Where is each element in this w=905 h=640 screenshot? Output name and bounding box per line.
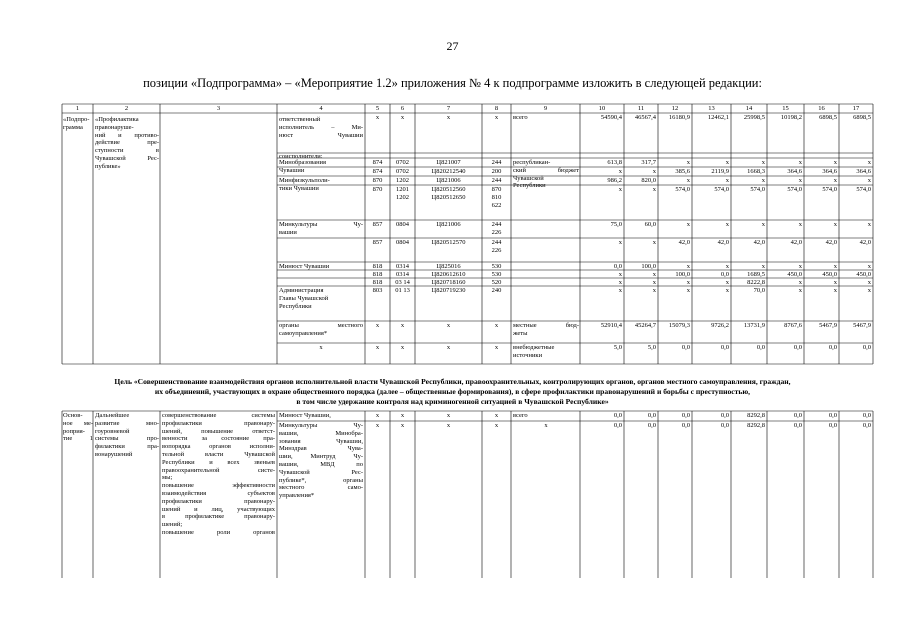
value-cell: 0,0: [828, 422, 837, 429]
code-csr: х: [446, 412, 451, 419]
code-csr: х: [446, 422, 451, 429]
value-cell: х: [618, 186, 622, 193]
code-csr: Ц820612610: [431, 271, 466, 278]
value-cell: х: [798, 159, 802, 166]
code-vr: 200: [491, 168, 502, 175]
goal-heading: [0, 377, 905, 407]
code-rz: 0314: [396, 263, 409, 270]
source-total: всего: [513, 114, 528, 121]
code-gr: 874: [372, 159, 383, 166]
value-cell: х: [833, 221, 837, 228]
header-cell: 6: [400, 105, 405, 112]
code-vr: 244: [491, 159, 502, 166]
value-cell: 820,0: [641, 177, 656, 184]
header-cell: 3: [216, 105, 221, 112]
value-cell: 13731,9: [743, 322, 765, 329]
value-cell: 5467,9: [853, 322, 871, 329]
value-cell: 12462,1: [707, 114, 729, 121]
value-cell: 1689,5: [747, 271, 765, 278]
value-cell: 574,0: [787, 186, 802, 193]
source-republic-budget: ский бюджет: [513, 166, 579, 174]
exec-x: х: [319, 344, 323, 351]
code-gr: х: [375, 344, 380, 351]
value-cell: 6898,5: [853, 114, 871, 121]
subprogram-label: «Подпро-: [63, 116, 90, 123]
code-rz: 0702: [396, 159, 409, 166]
value-cell: х: [652, 279, 656, 286]
code-csr: Ц820512570: [431, 239, 466, 246]
value-cell: 450,0: [822, 271, 837, 278]
header-cell: 17: [852, 105, 860, 112]
value-cell: 574,0: [750, 186, 765, 193]
value-cell: 42,0: [859, 239, 871, 246]
value-cell: 0,0: [613, 422, 622, 429]
code-gr: 803: [372, 287, 383, 294]
value-cell: х: [833, 287, 837, 294]
page-number: 27: [446, 39, 459, 53]
code-gr: х: [375, 412, 380, 419]
code-vr: 240: [491, 287, 502, 294]
value-cell: х: [833, 263, 837, 270]
value-cell: х: [618, 279, 622, 286]
event-description: повышение эффективности: [162, 482, 275, 490]
value-cell: х: [798, 177, 802, 184]
code-rz: х: [400, 344, 405, 351]
value-cell: 450,0: [787, 271, 802, 278]
subprogram-name: правонаруше-: [95, 123, 134, 131]
code-vr: 530: [491, 271, 502, 278]
value-cell: 5,0: [647, 344, 656, 351]
event-coexecutors: вашии, Минобра-: [279, 429, 363, 437]
code-csr: Ц820512650: [431, 193, 466, 201]
exec-minfiz: тики Чувашии: [279, 184, 319, 192]
exec-minyust: Минюст Чувашии: [279, 263, 330, 270]
exec-minkult: вашии: [279, 228, 297, 236]
value-cell: х: [686, 177, 690, 184]
header-cell: 12: [671, 105, 679, 112]
code-rz: 1201: [396, 186, 409, 193]
source-republic-budget: Республики: [513, 182, 546, 190]
value-cell: 52910,4: [600, 322, 622, 329]
code-vr: х: [494, 114, 499, 121]
header-cell: 4: [319, 105, 323, 112]
value-cell: 5,0: [613, 344, 622, 351]
event-description: шений и лиц, участвующих: [162, 505, 275, 513]
value-cell: х: [761, 177, 765, 184]
value-cell: 364,6: [856, 168, 871, 175]
code-csr: Ц821006: [436, 221, 461, 228]
code-rz: х: [400, 422, 405, 429]
value-cell: х: [652, 271, 656, 278]
exec-minobr: Минобразования: [279, 159, 327, 166]
header-cell: 1: [75, 105, 80, 112]
header-cell: 9: [543, 105, 548, 112]
value-cell: х: [867, 221, 871, 228]
code-gr: 870: [372, 186, 383, 193]
goal-line-1: Цель «Совершенствование взаимодействия органов исполнительной власти Чувашской Республики, правоохранительных, контролирующих органов, органов местного самоуправления, граждан,: [114, 377, 791, 386]
value-cell: 574,0: [675, 186, 690, 193]
source-cell: всего: [513, 412, 528, 419]
value-cell: х: [725, 177, 729, 184]
goal-line-3: в том числе удержание контроля над криминогенной ситуацией в Чувашской Республике»: [296, 397, 609, 406]
code-csr: Ц821006: [436, 177, 461, 184]
responsible-executor: нюст Чувашии: [279, 131, 363, 139]
value-cell: х: [833, 279, 837, 286]
code-csr: х: [446, 114, 451, 121]
header-cell: 14: [745, 105, 753, 112]
value-cell: 0,0: [793, 422, 802, 429]
event-description: повышение роли органов: [162, 529, 275, 536]
event-label: ное ме-: [63, 419, 93, 427]
source-republic-budget: республикан-: [513, 159, 551, 166]
value-cell: 42,0: [825, 239, 837, 246]
code-gr: 857: [372, 221, 383, 228]
value-cell: х: [725, 279, 729, 286]
value-cell: 100,0: [675, 271, 690, 278]
value-cell: 2119,9: [711, 168, 729, 175]
header-cell: 10: [598, 105, 606, 112]
value-cell: х: [652, 186, 656, 193]
code-vr: 622: [491, 201, 502, 209]
value-cell: 0,0: [720, 422, 729, 429]
value-cell: 0,0: [720, 412, 729, 419]
responsible-executor: исполнитель – Ми-: [279, 123, 363, 131]
code-rz: х: [400, 114, 405, 121]
exec-organs: органы местного: [279, 322, 363, 329]
code-gr: 874: [372, 168, 383, 175]
responsible-executor: ответственный: [279, 116, 321, 123]
code-csr: Ц821007: [436, 159, 461, 166]
value-cell: 0,0: [647, 422, 656, 429]
exec-organs: самоуправления*: [279, 329, 328, 337]
subprogram-name: действие пре-: [95, 139, 159, 147]
source-extra-budget: источники: [513, 351, 543, 359]
value-cell: 0,0: [681, 422, 690, 429]
value-cell: 46567,4: [634, 114, 656, 121]
event-description: профилактики правонару-: [162, 419, 275, 427]
header-cell: 13: [708, 105, 715, 112]
code-rz: 0804: [396, 239, 409, 246]
value-cell: 8292,8: [747, 422, 765, 429]
exec-minfiz: Минфизкульполи-: [279, 177, 330, 184]
header-cell: 8: [494, 105, 499, 112]
value-cell: 574,0: [822, 186, 837, 193]
code-csr: х: [446, 344, 451, 351]
value-cell: 8292,8: [747, 412, 765, 419]
code-gr: 857: [372, 239, 383, 246]
value-cell: 25998,5: [743, 114, 765, 121]
value-cell: х: [761, 221, 765, 228]
header-cell: 16: [818, 105, 825, 112]
code-gr: 818: [372, 263, 383, 270]
subprogram-name: Чувашской Рес-: [95, 155, 159, 162]
value-cell: 0,0: [613, 263, 622, 270]
header-cell: 7: [446, 105, 451, 112]
value-cell: 8222,8: [747, 279, 765, 286]
value-cell: 0,0: [828, 344, 837, 351]
event-description: вопорядка органов исполни-: [162, 443, 275, 451]
code-csr: Ц820512560: [431, 186, 466, 193]
code-rz: х: [400, 412, 405, 419]
value-cell: х: [833, 159, 837, 166]
value-cell: х: [761, 263, 765, 270]
code-gr: 818: [372, 271, 383, 278]
value-cell: 574,0: [714, 186, 729, 193]
code-vr: 870: [491, 186, 502, 193]
code-rz: 0314: [396, 271, 409, 278]
code-csr: х: [446, 322, 451, 329]
value-cell: х: [725, 287, 729, 294]
code-gr: 870: [372, 177, 383, 184]
value-cell: х: [725, 159, 729, 166]
event-coexecutors: управления*: [279, 492, 315, 500]
value-cell: 15079,3: [668, 322, 690, 329]
code-rz: 03 14: [395, 279, 410, 286]
value-cell: 0,0: [720, 271, 729, 278]
value-cell: 45264,7: [634, 322, 656, 329]
event-description: тельной власти Чувашской: [162, 451, 275, 458]
value-cell: х: [618, 239, 622, 246]
value-cell: х: [618, 271, 622, 278]
event-name: Дальнейшее: [95, 412, 130, 419]
subprogram-name: ступности в: [95, 147, 159, 155]
event-description: совершенствование системы: [162, 412, 275, 419]
code-rz: х: [400, 322, 405, 329]
event-coexecutors: местного само-: [279, 484, 363, 492]
subprogram-name: ний и противо-: [95, 131, 159, 139]
code-gr: х: [375, 422, 380, 429]
source-extra-budget: внебюджетные: [513, 344, 555, 351]
event-label: роприя-: [63, 427, 85, 435]
exec-admin: Республики: [279, 302, 312, 310]
exec-minobr: Чувашии: [279, 166, 305, 174]
event-coexecutors: Минкультуры Чу-: [279, 422, 363, 429]
source-republic-budget: Чувашской: [513, 174, 544, 182]
value-cell: х: [798, 221, 802, 228]
event-name: развитие мно-: [95, 419, 159, 427]
event-description: мы;: [162, 474, 173, 482]
code-gr: 818: [372, 279, 383, 286]
value-cell: 613,8: [607, 159, 622, 166]
event-description: правоохранительной систе-: [162, 466, 275, 474]
value-cell: х: [725, 263, 729, 270]
value-cell: х: [652, 287, 656, 294]
goal-line-2: их объединений, участвующих в охране общественного порядка (далее – общественные формирования), в сфере профилактики правонарушений и борьбы с преступностью,: [154, 387, 751, 396]
subprogram-label: грамма: [63, 123, 83, 131]
value-cell: 54590,4: [600, 114, 622, 121]
value-cell: х: [867, 263, 871, 270]
value-cell: 6898,5: [819, 114, 837, 121]
value-cell: х: [867, 159, 871, 166]
code-vr: 810: [491, 193, 502, 201]
code-vr: 530: [491, 263, 502, 270]
value-cell: 42,0: [678, 239, 690, 246]
event-coexecutors: вашии, МВД по: [279, 461, 363, 468]
code-vr: 226: [491, 246, 502, 254]
value-cell: х: [867, 287, 871, 294]
value-cell: 0,0: [793, 344, 802, 351]
value-cell: 42,0: [753, 239, 765, 246]
code-vr: 244: [491, 239, 502, 246]
intro-text: позиции «Подпрограмма» – «Мероприятие 1.2» приложения № 4 к подпрограмме изложить в следующей редакции:: [143, 76, 762, 90]
header-cell: 15: [782, 105, 789, 112]
event-name: филактики пра-: [95, 443, 159, 451]
value-cell: 8767,6: [784, 322, 802, 329]
code-vr: 244: [491, 221, 502, 228]
header-cell: 5: [375, 105, 380, 112]
event-coexecutors: публике*, органы: [279, 476, 363, 484]
event-description: венности за состояние пра-: [162, 435, 275, 443]
source-local-budget: жеты: [513, 329, 528, 337]
event-description: Республики и всех звеньев: [162, 458, 275, 466]
code-rz: 1202: [396, 193, 409, 201]
value-cell: х: [686, 287, 690, 294]
value-cell: 100,0: [641, 263, 656, 270]
value-cell: 75,0: [610, 221, 622, 228]
exec-admin: Администрация: [279, 287, 324, 294]
code-vr: 226: [491, 228, 502, 236]
value-cell: 574,0: [856, 186, 871, 193]
value-cell: х: [652, 239, 656, 246]
value-cell: х: [798, 263, 802, 270]
code-vr: 244: [491, 177, 502, 184]
value-cell: 0,0: [793, 412, 802, 419]
code-gr: х: [375, 322, 380, 329]
value-cell: 0,0: [613, 412, 622, 419]
value-cell: 385,6: [675, 168, 690, 175]
event-coexecutors: Минздрав Чува-: [279, 445, 363, 453]
value-cell: х: [867, 177, 871, 184]
value-cell: 60,0: [644, 221, 656, 228]
value-cell: 0,0: [681, 412, 690, 419]
code-rz: 0804: [396, 221, 409, 228]
code-vr: х: [494, 422, 499, 429]
value-cell: х: [652, 168, 656, 175]
code-csr: Ц825016: [436, 263, 461, 270]
value-cell: 16180,9: [668, 114, 690, 121]
code-csr: Ц820212540: [431, 168, 466, 175]
value-cell: 0,0: [862, 412, 871, 419]
value-cell: 42,0: [717, 239, 729, 246]
value-cell: 0,0: [647, 412, 656, 419]
value-cell: х: [798, 287, 802, 294]
source-cell: х: [544, 422, 548, 429]
value-cell: 9726,2: [711, 322, 729, 329]
value-cell: 0,0: [681, 344, 690, 351]
code-rz: 0702: [396, 168, 409, 175]
source-local-budget: местные бюд-: [513, 322, 579, 329]
value-cell: 364,6: [822, 168, 837, 175]
value-cell: 42,0: [790, 239, 802, 246]
value-cell: х: [867, 279, 871, 286]
value-cell: х: [686, 221, 690, 228]
header-cell: 11: [637, 105, 645, 112]
exec-admin: Главы Чувашской: [279, 294, 329, 302]
value-cell: х: [686, 279, 690, 286]
event-executor: Минюст Чувашии,: [279, 412, 331, 419]
value-cell: х: [686, 159, 690, 166]
code-gr: х: [375, 114, 380, 121]
code-vr: 520: [491, 279, 502, 286]
code-vr: х: [494, 344, 499, 351]
value-cell: 1668,3: [747, 168, 765, 175]
code-rz: 1202: [396, 177, 409, 184]
value-cell: х: [725, 221, 729, 228]
code-vr: х: [494, 412, 499, 419]
value-cell: х: [798, 279, 802, 286]
value-cell: 986,2: [607, 177, 622, 184]
event-coexecutors: зования Чувашии,: [279, 437, 363, 445]
value-cell: 70,0: [753, 287, 765, 294]
subprogram-name: «Профилактика: [95, 116, 139, 123]
value-cell: 317,7: [641, 159, 656, 166]
value-cell: х: [833, 177, 837, 184]
event-coexecutors: Чувашской Рес-: [279, 468, 363, 476]
header-cell: 2: [124, 105, 129, 112]
value-cell: 5467,9: [819, 322, 837, 329]
value-cell: 0,0: [862, 344, 871, 351]
value-cell: х: [761, 159, 765, 166]
code-vr: х: [494, 322, 499, 329]
code-csr: Ц820718160: [431, 279, 466, 286]
event-name: гоуровневой: [95, 427, 130, 435]
event-description: взаимодействия субъектов: [162, 490, 275, 497]
event-description: профилактики правонару-: [162, 497, 275, 505]
coexecutors-label: соисполнители:: [279, 152, 323, 160]
event-name: вонарушений: [95, 451, 133, 458]
event-description: шений, повышение ответст-: [162, 427, 275, 435]
value-cell: 0,0: [720, 344, 729, 351]
code-csr: Ц820719230: [431, 287, 466, 294]
value-cell: х: [686, 263, 690, 270]
value-cell: х: [618, 168, 622, 175]
code-rz: 01 13: [395, 287, 410, 294]
exec-minkult: Минкультуры Чу-: [279, 221, 363, 228]
value-cell: 364,6: [787, 168, 802, 175]
value-cell: 0,0: [862, 422, 871, 429]
event-coexecutors: шии, Минтруд Чу-: [279, 453, 363, 461]
value-cell: х: [618, 287, 622, 294]
value-cell: 450,0: [856, 271, 871, 278]
value-cell: 0,0: [828, 412, 837, 419]
event-name: системы про-: [95, 435, 159, 443]
event-label: Основ-: [63, 412, 83, 419]
event-description: шений;: [162, 521, 183, 529]
event-label: тие 1: [63, 435, 93, 443]
value-cell: 10198,2: [780, 114, 802, 121]
value-cell: 0,0: [756, 344, 765, 351]
event-description: в профилактике правонару-: [162, 513, 275, 521]
subprogram-name: публике»: [95, 162, 121, 170]
